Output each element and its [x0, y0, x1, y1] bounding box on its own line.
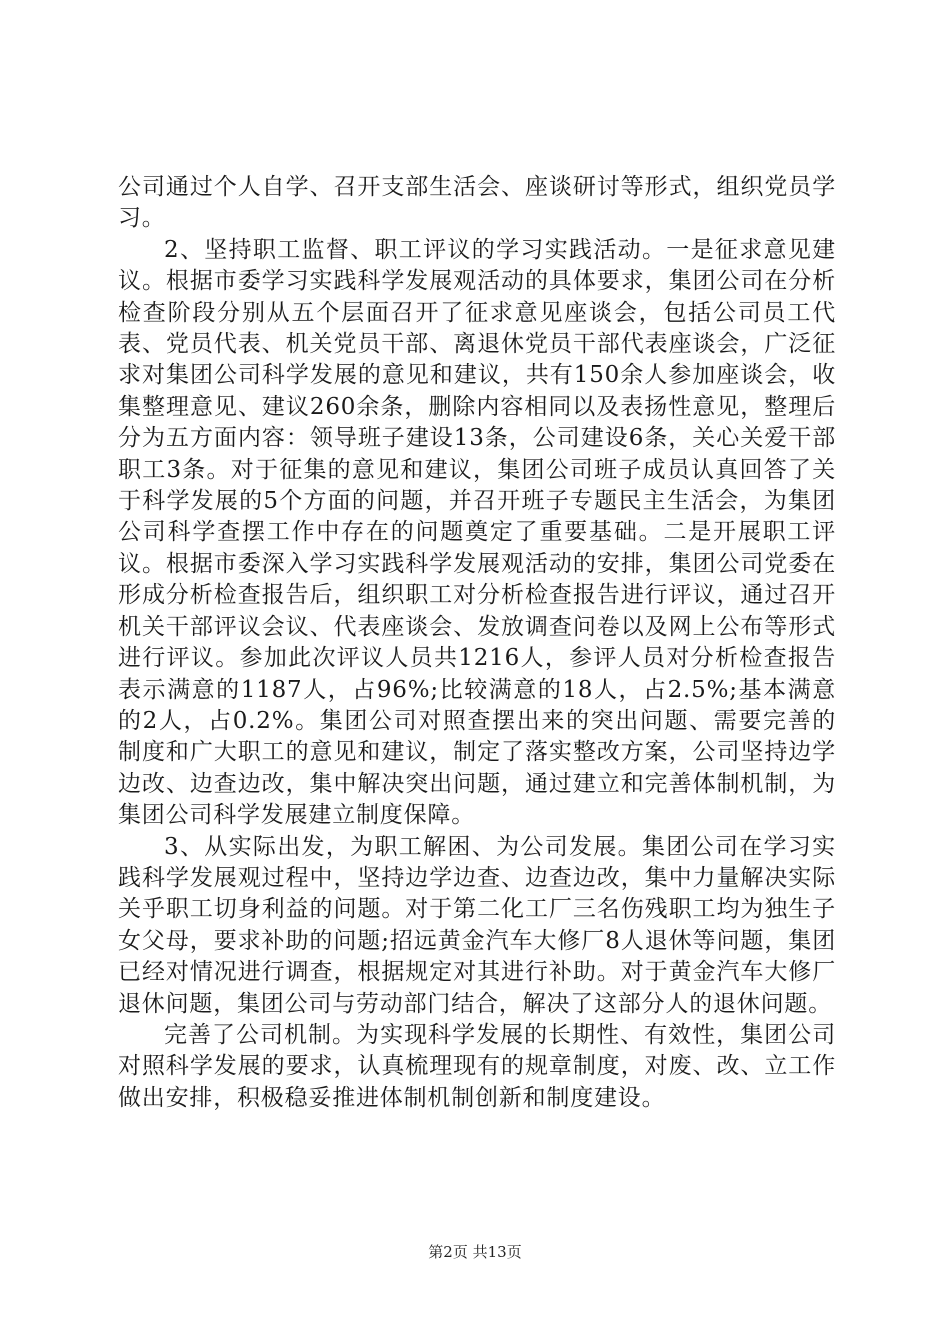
paragraph-company-mechanism: 完善了公司机制。为实现科学发展的长期性、有效性，集团公司对照科学发展的要求，认真梳理现有的规章制度，对废、改、立工作做出安排，积极稳妥推进体制机制创新和制度建设。	[118, 1021, 836, 1111]
paragraph-practical-relief: 3、从实际出发，为职工解困、为公司发展。集团公司在学习实践科学发展观过程中，坚持边学边查、边查边改，集中力量解决实际关乎职工切身利益的问题。对于第二化工厂三名伤残职工均为独生子女父母，要求补助的问题;招远黄金汽车大修厂8人退休等问题，集团已经对情况进行调查，根据规定对其进行补助。对于黄金汽车大修厂退休问题，集团公司与劳动部门结合，解决了这部分人的退休问题。	[118, 833, 836, 1017]
document-body	[118, 172, 836, 1114]
page-number-footer: 第2页 共13页	[428, 1243, 522, 1261]
paragraph-study-methods: 公司通过个人自学、召开支部生活会、座谈研讨等形式，组织党员学习。	[118, 174, 836, 232]
paragraph-employee-supervision: 2、坚持职工监督、职工评议的学习实践活动。一是征求意见建议。根据市委学习实践科学发展观活动的具体要求，集团公司在分析检查阶段分别从五个层面召开了征求意见座谈会，包括公司员工代表、党员代表、机关党员干部、离退休党员干部代表座谈会，广泛征求对集团公司科学发展的意见和建议，共有150余人参加座谈会，收集整理意见、建议260余条，删除内容相同以及表扬性意见，整理后分为五方面内容：领导班子建设13条，公司建设6条，关心关爱干部职工3条。对于征集的意见和建议，集团公司班子成员认真回答了关于科学发展的5个方面的问题，并召开班子专题民主生活会，为集团公司科学查摆工作中存在的问题奠定了重要基础。二是开展职工评议。根据市委深入学习实践科学发展观活动的安排，集团公司党委在形成分析检查报告后，组织职工对分析检查报告进行评议，通过召开机关干部评议会议、代表座谈会、发放调查问卷以及网上公布等形式进行评议。参加此次评议人员共1216人，参评人员对分析检查报告表示满意的1187人，占96%;比较满意的18人，占2.5%;基本满意的2人，占0.2%。集团公司对照查摆出来的突出问题、需要完善的制度和广大职工的意见和建议，制定了落实整改方案，公司坚持边学边改、边查边改，集中解决突出问题，通过建立和完善体制机制，为集团公司科学发展建立制度保障。	[118, 236, 836, 829]
